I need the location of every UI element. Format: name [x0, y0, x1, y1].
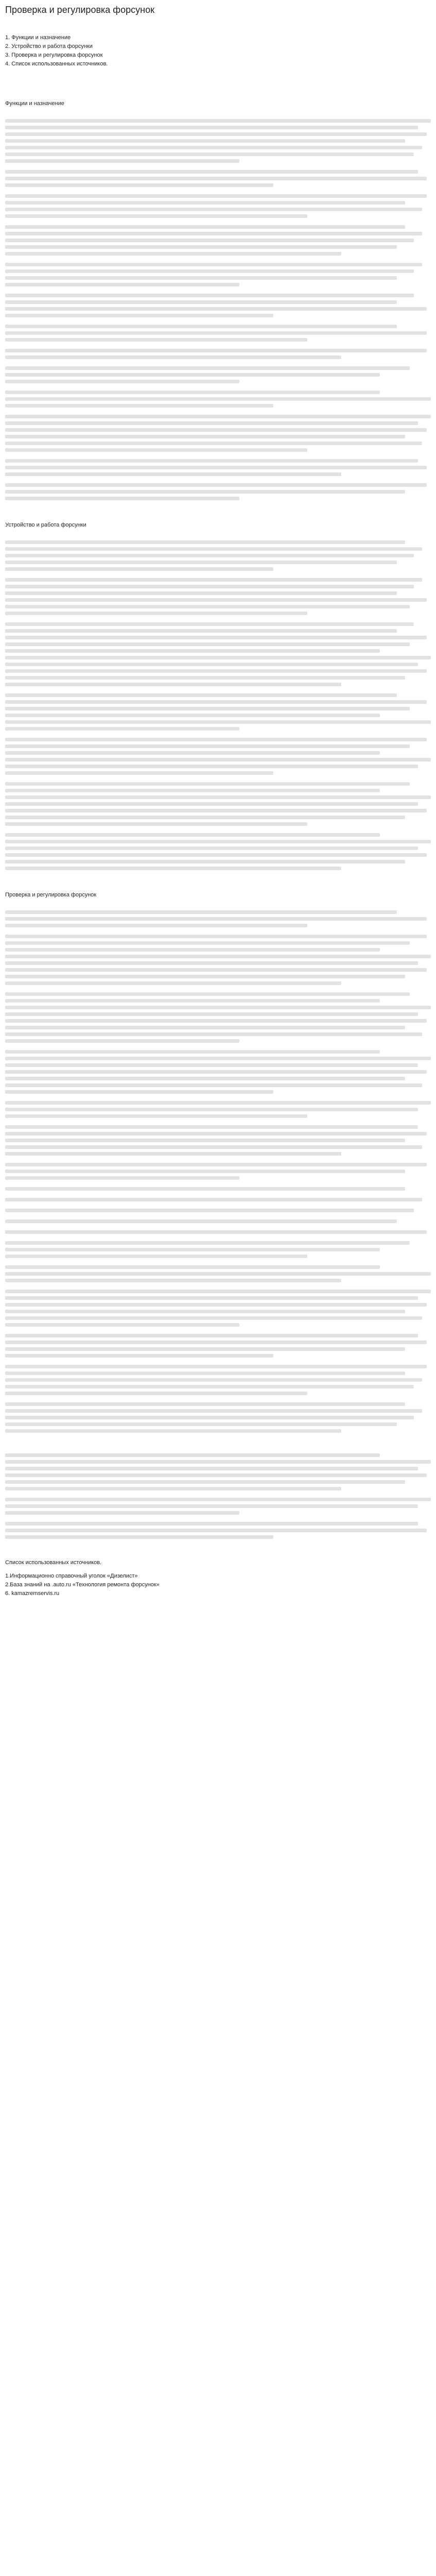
toc-item-function: 1. Функции и назначение	[5, 35, 71, 41]
text-line-placeholder	[5, 840, 431, 843]
text-line-placeholder	[5, 276, 397, 280]
paragraph	[5, 1522, 431, 1539]
text-line-placeholder	[5, 910, 397, 914]
text-line-placeholder	[5, 1535, 273, 1539]
text-line-placeholder	[5, 547, 422, 551]
text-line-placeholder	[5, 1090, 273, 1094]
text-line-placeholder	[5, 1473, 427, 1477]
text-line-placeholder	[5, 1230, 427, 1234]
text-line-placeholder	[5, 269, 414, 273]
text-line-placeholder	[5, 758, 431, 761]
text-line-placeholder	[5, 727, 239, 731]
paragraph	[5, 325, 431, 342]
article-section	[5, 891, 431, 1433]
text-line-placeholder	[5, 397, 431, 401]
text-line-placeholder	[5, 1050, 380, 1054]
text-line-placeholder	[5, 1498, 431, 1501]
text-line-placeholder	[5, 1371, 405, 1375]
text-line-placeholder	[5, 1070, 427, 1074]
text-line-placeholder	[5, 1354, 273, 1358]
text-line-placeholder	[5, 1077, 405, 1080]
text-line-placeholder	[5, 1132, 427, 1136]
paragraph	[5, 910, 431, 927]
text-line-placeholder	[5, 720, 431, 724]
text-line-placeholder	[5, 782, 410, 786]
paragraph	[5, 693, 431, 731]
text-line-placeholder	[5, 578, 422, 582]
text-line-placeholder	[5, 459, 418, 463]
text-line-placeholder	[5, 472, 341, 476]
text-line-placeholder	[5, 935, 427, 938]
text-line-placeholder	[5, 795, 431, 799]
text-line-placeholder	[5, 707, 410, 710]
text-line-placeholder	[5, 1453, 380, 1457]
text-line-placeholder	[5, 981, 341, 985]
sources-section	[5, 1560, 431, 1598]
text-line-placeholder	[5, 1467, 418, 1470]
text-line-placeholder	[5, 331, 427, 335]
text-line-placeholder	[5, 992, 410, 996]
text-line-placeholder	[5, 404, 273, 408]
paragraph	[5, 1050, 431, 1094]
text-line-placeholder	[5, 744, 410, 748]
text-line-placeholder	[5, 245, 397, 249]
text-line-placeholder	[5, 252, 341, 256]
paragraph	[5, 294, 431, 317]
text-line-placeholder	[5, 170, 418, 174]
text-line-placeholder	[5, 349, 427, 352]
text-line-placeholder	[5, 1176, 239, 1180]
text-line-placeholder	[5, 853, 427, 857]
text-line-placeholder	[5, 765, 418, 768]
paragraph	[5, 1365, 431, 1395]
text-line-placeholder	[5, 132, 427, 136]
text-line-placeholder	[5, 152, 414, 156]
table-of-contents	[5, 33, 431, 69]
text-line-placeholder	[5, 1026, 405, 1029]
text-line-placeholder	[5, 669, 427, 673]
paragraph	[5, 738, 431, 775]
text-line-placeholder	[5, 693, 397, 697]
text-line-placeholder	[5, 421, 418, 425]
text-line-placeholder	[5, 540, 405, 544]
text-line-placeholder	[5, 1125, 418, 1129]
text-line-placeholder	[5, 1460, 431, 1464]
text-line-placeholder	[5, 307, 427, 311]
text-line-placeholder	[5, 622, 414, 626]
text-line-placeholder	[5, 700, 427, 704]
paragraph	[5, 540, 431, 571]
text-line-placeholder	[5, 1511, 239, 1515]
text-line-placeholder	[5, 860, 405, 863]
text-line-placeholder	[5, 1139, 405, 1142]
text-line-placeholder	[5, 585, 414, 588]
text-line-placeholder	[5, 1487, 341, 1490]
text-line-placeholder	[5, 391, 380, 394]
text-line-placeholder	[5, 809, 427, 812]
text-line-placeholder	[5, 1323, 239, 1327]
text-line-placeholder	[5, 483, 427, 487]
text-line-placeholder	[5, 366, 410, 370]
text-line-placeholder	[5, 497, 239, 500]
text-line-placeholder	[5, 294, 414, 297]
paragraph	[5, 194, 431, 218]
text-line-placeholder	[5, 1290, 431, 1293]
text-line-placeholder	[5, 605, 410, 608]
paragraph	[5, 1163, 431, 1180]
source-item: 6. kamazremservis.ru	[5, 1590, 60, 1597]
text-line-placeholder	[5, 955, 431, 958]
text-line-placeholder	[5, 1108, 418, 1111]
text-line-placeholder	[5, 1032, 422, 1036]
text-line-placeholder	[5, 802, 418, 806]
paragraph	[5, 170, 431, 187]
text-line-placeholder	[5, 846, 418, 850]
paragraph	[5, 992, 431, 1043]
text-line-placeholder	[5, 656, 431, 659]
text-line-placeholder	[5, 649, 380, 653]
article-body	[5, 99, 431, 1539]
text-line-placeholder	[5, 1012, 418, 1016]
section-title: Устройство и работа форсунки	[5, 522, 86, 529]
text-line-placeholder	[5, 325, 397, 328]
text-line-placeholder	[5, 975, 405, 978]
text-line-placeholder	[5, 415, 431, 418]
text-line-placeholder	[5, 1063, 418, 1067]
text-line-placeholder	[5, 208, 422, 211]
text-line-placeholder	[5, 1083, 422, 1087]
text-line-placeholder	[5, 867, 341, 870]
text-line-placeholder	[5, 1316, 422, 1320]
text-line-placeholder	[5, 1265, 380, 1269]
text-line-placeholder	[5, 263, 422, 266]
text-line-placeholder	[5, 917, 427, 921]
text-line-placeholder	[5, 283, 239, 286]
text-line-placeholder	[5, 1334, 418, 1337]
paragraph	[5, 782, 431, 826]
sources-title: Список использованных источников.	[5, 1560, 102, 1566]
text-line-placeholder	[5, 1101, 431, 1105]
text-line-placeholder	[5, 1429, 341, 1433]
toc-item-design: 2. Устройство и работа форсунки	[5, 43, 93, 50]
text-line-placeholder	[5, 999, 380, 1003]
text-line-placeholder	[5, 771, 273, 775]
paragraph	[5, 349, 431, 359]
text-line-placeholder	[5, 1341, 427, 1344]
text-line-placeholder	[5, 941, 410, 945]
text-line-placeholder	[5, 636, 427, 639]
text-line-placeholder	[5, 663, 418, 666]
text-line-placeholder	[5, 1409, 422, 1413]
paragraph	[5, 1230, 431, 1234]
toc-item-inspection: 3. Проверка и регулировка форсунок	[5, 52, 103, 59]
article-section	[5, 99, 431, 500]
paragraph	[5, 1290, 431, 1327]
text-line-placeholder	[5, 642, 410, 646]
text-line-placeholder	[5, 833, 380, 837]
paragraph	[5, 1187, 431, 1191]
text-line-placeholder	[5, 789, 380, 792]
text-line-placeholder	[5, 428, 427, 432]
paragraph	[5, 391, 431, 408]
text-line-placeholder	[5, 126, 418, 129]
text-line-placeholder	[5, 1347, 405, 1351]
text-line-placeholder	[5, 1522, 418, 1526]
text-line-placeholder	[5, 591, 397, 595]
text-line-placeholder	[5, 435, 405, 438]
text-line-placeholder	[5, 1209, 414, 1212]
paragraph	[5, 1125, 431, 1156]
text-line-placeholder	[5, 1255, 307, 1258]
text-line-placeholder	[5, 1480, 405, 1484]
paragraph	[5, 833, 431, 870]
paragraph	[5, 366, 431, 383]
paragraph	[5, 578, 431, 615]
text-line-placeholder	[5, 1279, 341, 1282]
text-line-placeholder	[5, 490, 405, 494]
text-line-placeholder	[5, 714, 380, 717]
sources-list	[5, 1572, 431, 1598]
text-line-placeholder	[5, 1303, 427, 1307]
text-line-placeholder	[5, 1145, 422, 1149]
paragraph	[5, 1402, 431, 1433]
paragraph	[5, 1101, 431, 1118]
text-line-placeholder	[5, 924, 307, 927]
section-title: Функции и назначение	[5, 100, 64, 107]
text-line-placeholder	[5, 683, 341, 686]
text-line-placeholder	[5, 314, 273, 317]
text-line-placeholder	[5, 1170, 405, 1173]
text-line-placeholder	[5, 1422, 397, 1426]
text-line-placeholder	[5, 561, 397, 564]
text-line-placeholder	[5, 676, 405, 680]
paragraph	[5, 1453, 431, 1490]
text-line-placeholder	[5, 1248, 380, 1251]
text-line-placeholder	[5, 961, 418, 965]
text-line-placeholder	[5, 1378, 422, 1382]
text-line-placeholder	[5, 1152, 341, 1156]
article-section	[5, 1453, 431, 1539]
text-line-placeholder	[5, 380, 239, 383]
paragraph	[5, 483, 431, 500]
text-line-placeholder	[5, 629, 397, 633]
text-line-placeholder	[5, 1039, 239, 1043]
paragraph	[5, 415, 431, 452]
text-line-placeholder	[5, 1019, 427, 1023]
paragraph	[5, 1334, 431, 1358]
text-line-placeholder	[5, 1006, 431, 1009]
paragraph	[5, 935, 431, 985]
paragraph	[5, 119, 431, 163]
text-line-placeholder	[5, 816, 405, 819]
paragraph	[5, 1241, 431, 1258]
text-line-placeholder	[5, 1385, 414, 1388]
text-line-placeholder	[5, 1529, 427, 1532]
text-line-placeholder	[5, 1416, 414, 1419]
text-line-placeholder	[5, 466, 427, 469]
article-section	[5, 521, 431, 870]
page-title: Проверка и регулировка форсунок	[5, 5, 154, 15]
text-line-placeholder	[5, 822, 307, 826]
text-line-placeholder	[5, 119, 431, 123]
text-line-placeholder	[5, 751, 380, 755]
text-line-placeholder	[5, 1272, 431, 1276]
paragraph	[5, 622, 431, 686]
text-line-placeholder	[5, 448, 307, 452]
paragraph	[5, 1265, 431, 1282]
text-line-placeholder	[5, 183, 273, 187]
text-line-placeholder	[5, 159, 239, 163]
text-line-placeholder	[5, 146, 422, 149]
text-line-placeholder	[5, 1365, 427, 1368]
text-line-placeholder	[5, 567, 273, 571]
paragraph	[5, 263, 431, 286]
paragraph	[5, 225, 431, 256]
text-line-placeholder	[5, 738, 427, 741]
paragraph	[5, 1498, 431, 1515]
section-title: Проверка и регулировка форсунок	[5, 892, 97, 899]
text-line-placeholder	[5, 1504, 418, 1508]
text-line-placeholder	[5, 1057, 431, 1060]
text-line-placeholder	[5, 373, 380, 377]
text-line-placeholder	[5, 139, 405, 143]
text-line-placeholder	[5, 194, 427, 198]
text-line-placeholder	[5, 968, 427, 972]
text-line-placeholder	[5, 225, 405, 229]
text-line-placeholder	[5, 1198, 422, 1201]
text-line-placeholder	[5, 239, 414, 242]
text-line-placeholder	[5, 1114, 307, 1118]
text-line-placeholder	[5, 612, 307, 615]
text-line-placeholder	[5, 300, 397, 304]
text-line-placeholder	[5, 214, 307, 218]
text-line-placeholder	[5, 1187, 405, 1191]
text-line-placeholder	[5, 1402, 405, 1406]
text-line-placeholder	[5, 1219, 397, 1223]
text-line-placeholder	[5, 1241, 410, 1245]
toc-item-sources: 4. Список использованных источников.	[5, 61, 108, 67]
paragraph	[5, 1198, 431, 1201]
paragraph	[5, 1209, 431, 1212]
text-line-placeholder	[5, 1310, 405, 1313]
text-line-placeholder	[5, 1163, 427, 1166]
text-line-placeholder	[5, 554, 414, 557]
source-item: 2.База знаний на .auto.ru «Технология ремонта форсунок»	[5, 1582, 160, 1588]
paragraph	[5, 459, 431, 476]
text-line-placeholder	[5, 232, 422, 235]
text-line-placeholder	[5, 948, 380, 952]
text-line-placeholder	[5, 201, 405, 205]
source-item: 1.Информационно справочный уголок «Дизелист»	[5, 1573, 138, 1580]
text-line-placeholder	[5, 355, 341, 359]
text-line-placeholder	[5, 598, 427, 602]
text-line-placeholder	[5, 442, 422, 445]
text-line-placeholder	[5, 177, 427, 180]
text-line-placeholder	[5, 1296, 418, 1300]
text-line-placeholder	[5, 1392, 307, 1395]
paragraph	[5, 1219, 431, 1223]
text-line-placeholder	[5, 338, 307, 342]
